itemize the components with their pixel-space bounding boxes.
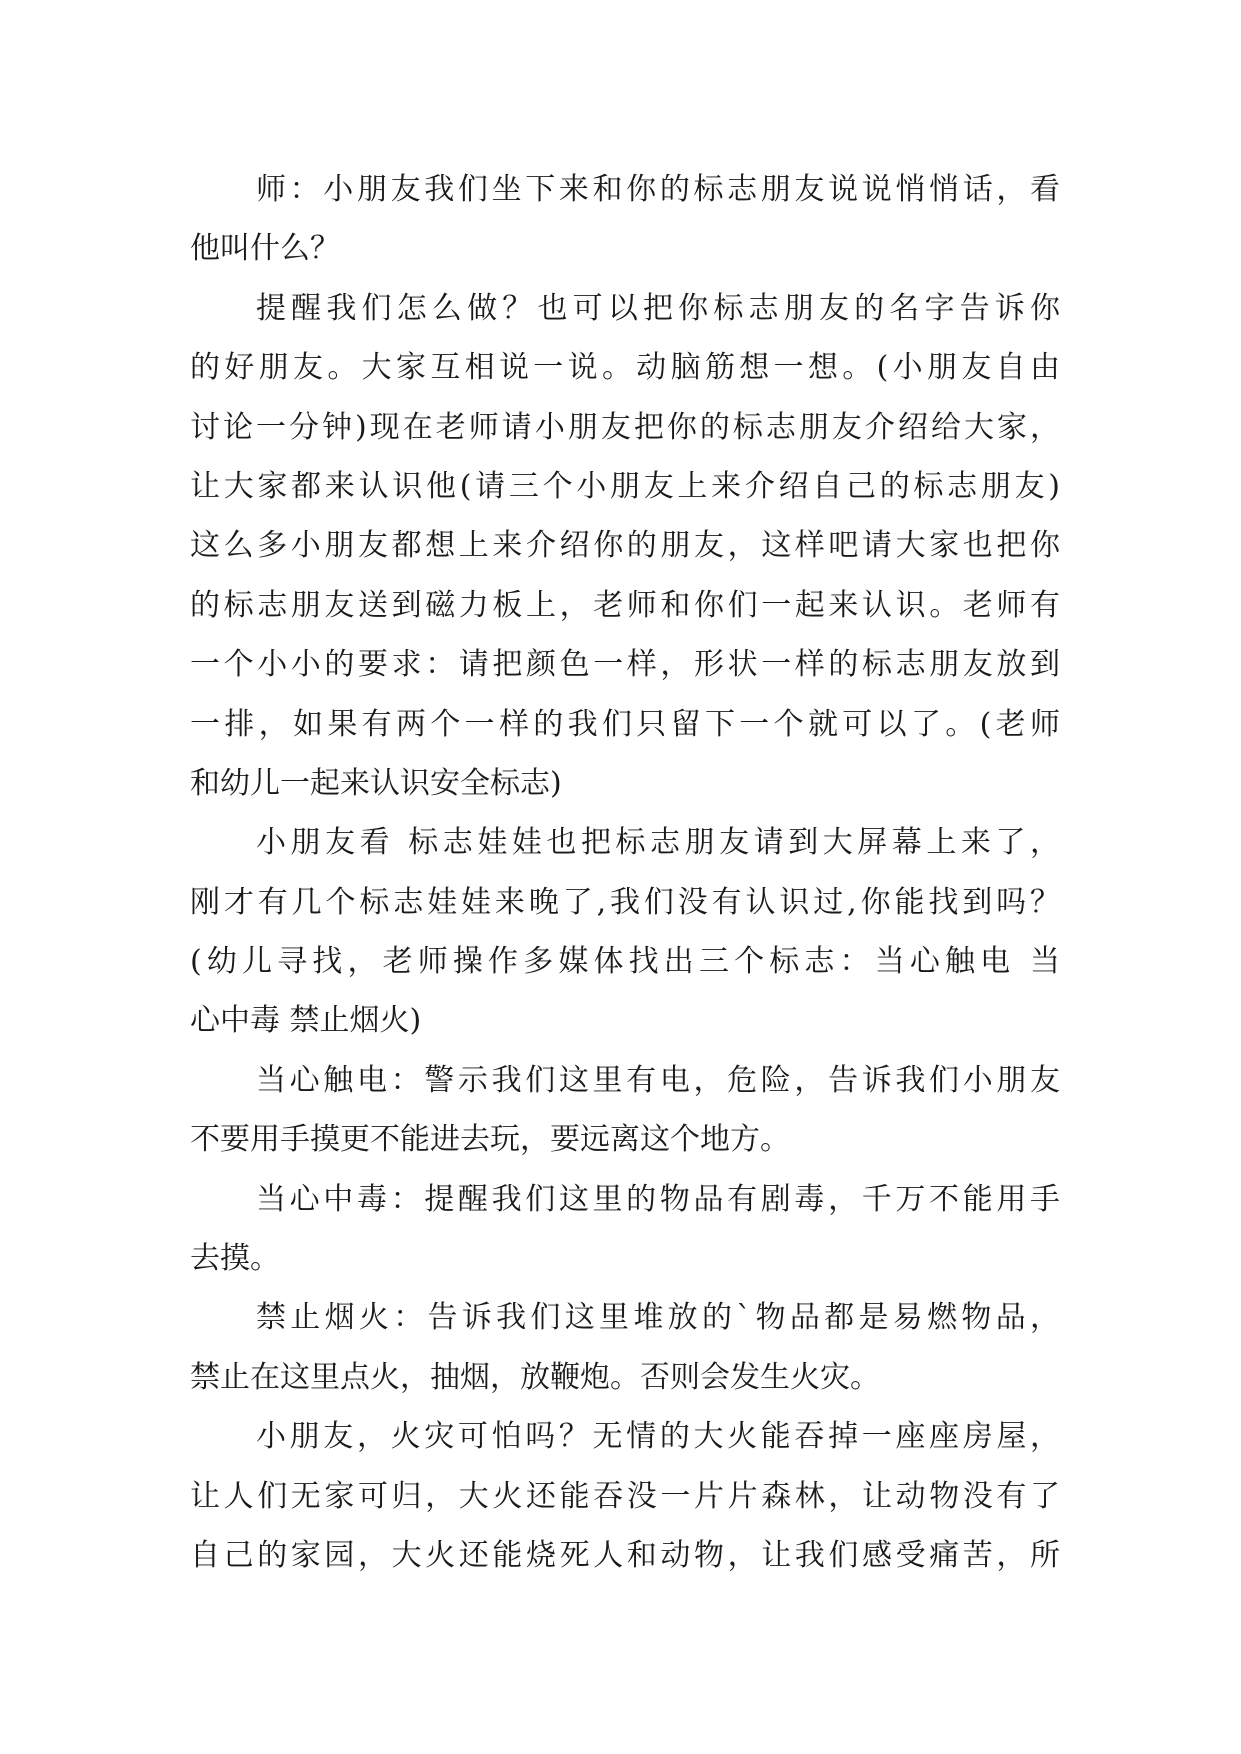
text-line: 一排，如果有两个一样的我们只留下一个就可以了。(老师: [190, 706, 1060, 742]
text-line: 提醒我们怎么做？也可以把你标志朋友的名字告诉你: [256, 290, 1060, 326]
text-line: 刚才有几个标志娃娃来晚了,我们没有认识过,你能找到吗？: [190, 884, 1060, 920]
text-line: 自己的家园，大火还能烧死人和动物，让我们感受痛苦，所: [190, 1537, 1060, 1573]
text-line: 小朋友看 标志娃娃也把标志朋友请到大屏幕上来了，: [256, 825, 1060, 861]
text-line: 心中毒 禁止烟火): [190, 1003, 422, 1039]
document-body: [190, 160, 1060, 1585]
text-line: 小朋友，火灾可怕吗？无情的大火能吞掉一座座房屋，: [256, 1419, 1060, 1455]
text-line: 这么多小朋友都想上来介绍你的朋友，这样吧请大家也把你: [190, 528, 1060, 564]
text-line: 的标志朋友送到磁力板上，老师和你们一起来认识。老师有: [190, 587, 1060, 623]
text-line: 一个小小的要求：请把颜色一样，形状一样的标志朋友放到: [190, 647, 1060, 683]
text-line: 禁止在这里点火，抽烟，放鞭炮。否则会发生火灾。: [190, 1359, 880, 1395]
text-line: 当心触电：警示我们这里有电，危险，告诉我们小朋友: [256, 1062, 1060, 1098]
text-line: 让人们无家可归，大火还能吞没一片片森林，让动物没有了: [190, 1478, 1060, 1514]
text-line: 师：小朋友我们坐下来和你的标志朋友说说悄悄话，看: [256, 172, 1060, 207]
text-line: (幼儿寻找，老师操作多媒体找出三个标志：当心触电 当: [190, 944, 1060, 980]
text-line: 和幼儿一起来认识安全标志): [190, 765, 562, 801]
text-line: 他叫什么？: [190, 231, 340, 267]
text-line: 的好朋友。大家互相说一说。动脑筋想一想。(小朋友自由: [190, 350, 1060, 386]
text-line: 不要用手摸更不能进去玩，要远离这个地方。: [190, 1122, 790, 1158]
text-line: 当心中毒：提醒我们这里的物品有剧毒，千万不能用手: [256, 1181, 1060, 1217]
text-line: 让大家都来认识他(请三个小朋友上来介绍自己的标志朋友): [190, 468, 1060, 504]
text-line: 禁止烟火：告诉我们这里堆放的`物品都是易燃物品，: [256, 1300, 1060, 1336]
text-line: 去摸。: [190, 1241, 280, 1277]
text-line: 讨论一分钟)现在老师请小朋友把你的标志朋友介绍给大家，: [190, 409, 1060, 445]
